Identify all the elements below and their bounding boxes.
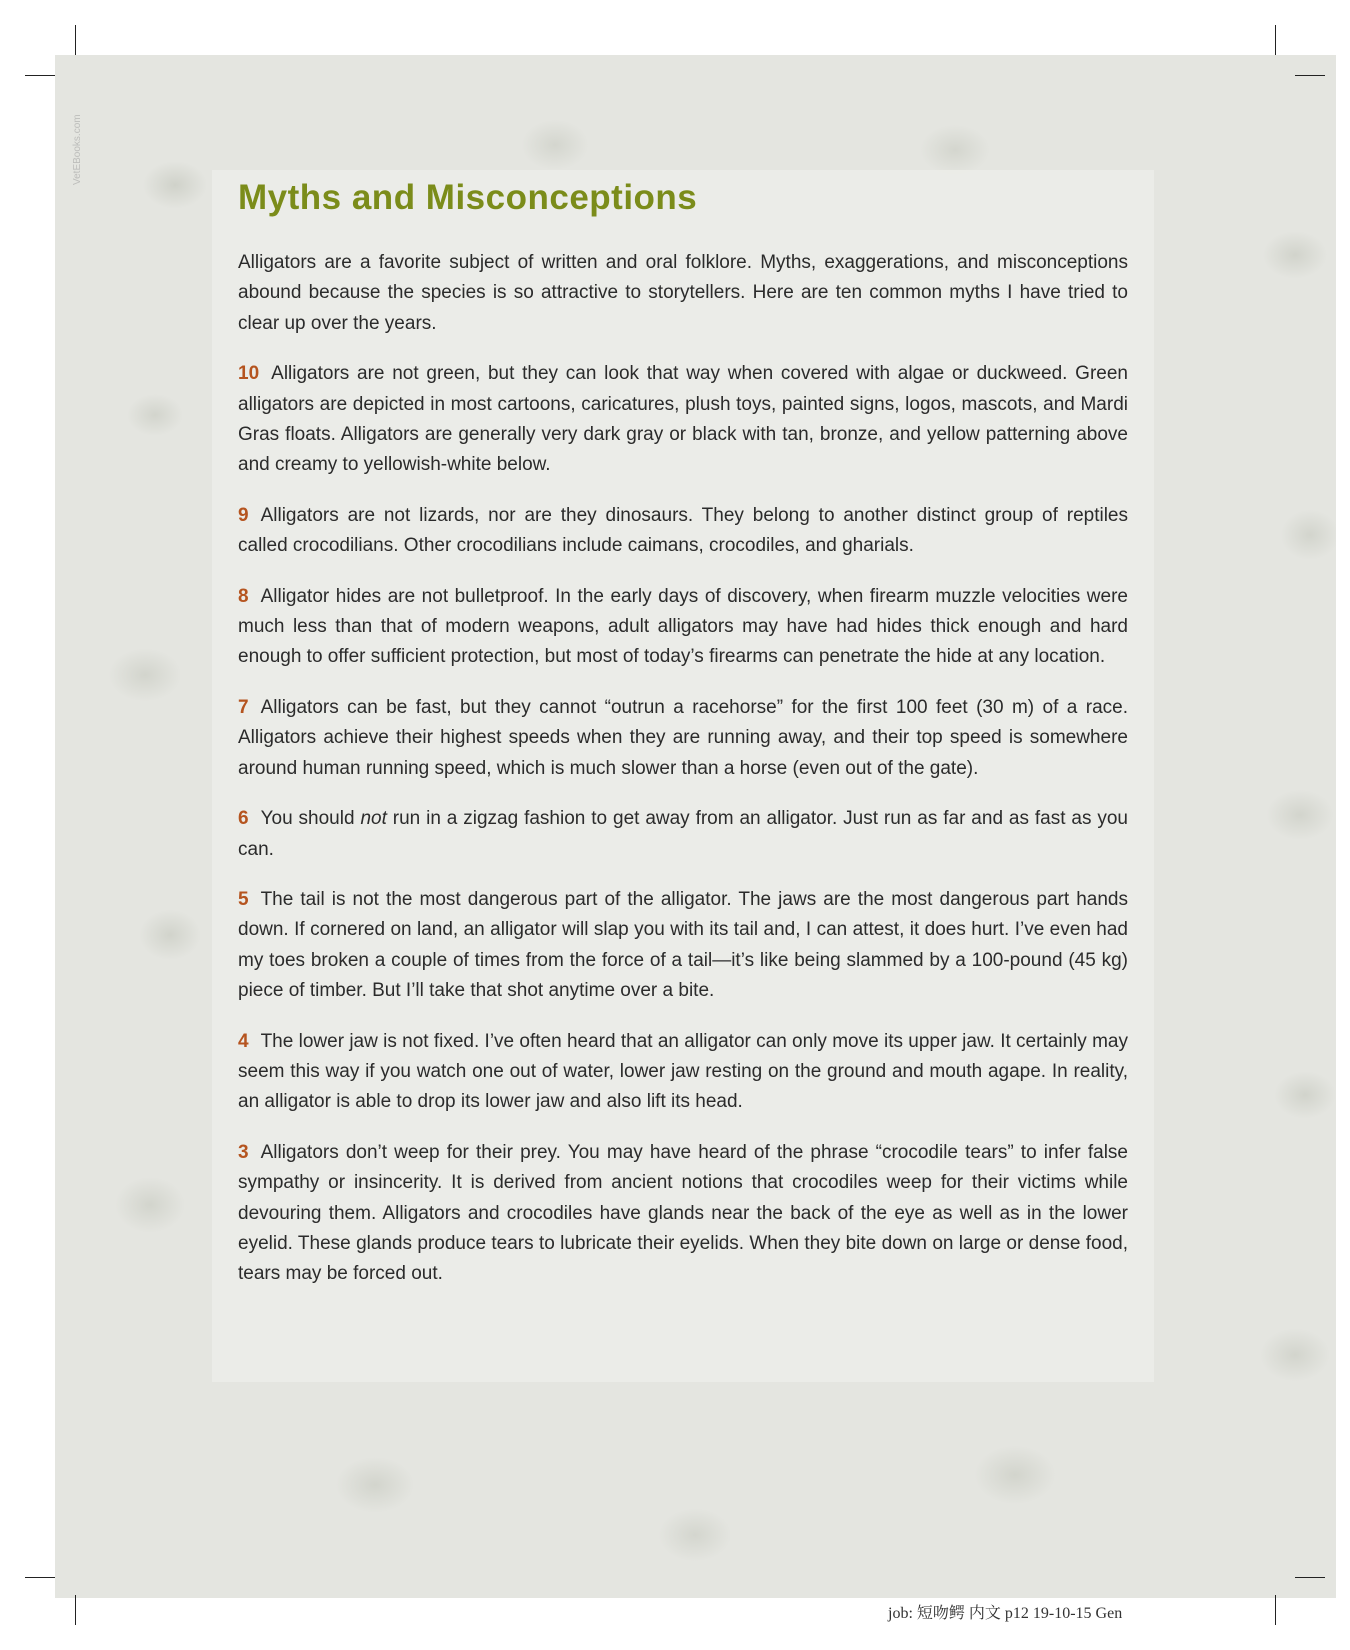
myth-text: Alligators are not green, but they can look that way when covered with algae or duckweed. Green alligators are depicted in most cartoons, caricatures, plush toys, painted signs, logos, mascots, and Mardi Gras floats. Alligators are generally very dark gray or black with tan, bronze, and yellow patterning above and creamy to yellowish-white below. (238, 363, 1128, 476)
myth-number: 8 (238, 585, 249, 607)
myth-text: The tail is not the most dangerous part of the alligator. The jaws are the most dangerous part hands down. If cornered on land, an alligator will slap you with its tail and, I can attest, it does hurt. I’ve even had my toes broken a couple of times from the force of a tail—it’s like being slammed by a 100-pound (45 kg) piece of timber. But I’ll take that shot anytime over a bite. (238, 888, 1128, 1002)
myth-item (238, 359, 1128, 481)
myth-number: 6 (238, 808, 249, 830)
myth-number: 3 (238, 1141, 249, 1163)
myth-number: 4 (238, 1030, 249, 1052)
article (238, 178, 1128, 1310)
myth-text-before: You should (260, 808, 361, 830)
crop-mark-top-right (1275, 25, 1276, 55)
myth-number: 7 (238, 696, 249, 718)
myth-item (238, 501, 1128, 562)
myth-number: 5 (238, 888, 249, 910)
myth-text: Alligators are not lizards, nor are they dinosaurs. They belong to another distinct group of reptiles called crocodilians. Other crocodilians include caimans, crocodiles, and gharials. (238, 504, 1128, 557)
myth-item (238, 804, 1128, 865)
myth-text: Alligators don’t weep for their prey. You may have heard of the phrase “crocodile tears” to infer false sympathy or insincerity. It is derived from ancient notions that crocodiles weep for their victims while devouring them. Alligators and crocodiles have glands near the back of the eye as well as in the lower eyelid. These glands produce tears to lubricate their eyelids. When they bite down on large or dense food, tears may be forced out. (238, 1141, 1128, 1285)
crop-mark-bottom-right-h (1295, 1577, 1325, 1578)
page-title: Myths and Misconceptions (238, 178, 698, 217)
myth-item (238, 693, 1128, 784)
crop-mark-top-left-h (25, 75, 55, 76)
myth-text-emphasis: not (360, 808, 387, 830)
intro-paragraph: Alligators are a favorite subject of written and oral folklore. Myths, exaggerations, and misconceptions abound because the species is so attractive to storytellers. Here are ten common myths I have tried to clear up over the years. (238, 252, 1128, 334)
print-job-slug: job: 短吻鳄 内文 p12 19-10-15 Gen (888, 1605, 1123, 1622)
myth-item (238, 885, 1128, 1007)
watermark-text: VetEBooks.com (72, 114, 83, 185)
myth-text-after: run in a zigzag fashion to get away from an alligator. Just run as far and as fast as you can. (238, 808, 1128, 860)
myth-item (238, 1027, 1128, 1118)
crop-mark-bottom-left (75, 1595, 76, 1625)
myth-number: 10 (238, 363, 260, 385)
myth-number: 9 (238, 504, 249, 526)
myth-text: The lower jaw is not fixed. I’ve often heard that an alligator can only move its upper jaw. It certainly may seem this way if you watch one out of water, lower jaw resting on the ground and mouth agape. In reality, an alligator is able to drop its lower jaw and also lift its head. (238, 1030, 1128, 1113)
myth-item (238, 582, 1128, 673)
myth-text: Alligators can be fast, but they cannot “outrun a racehorse” for the first 100 feet (30 m) of a race. Alligators achieve their highest speeds when they are running away, and their top speed is somewhere around human running speed, which is much slower than a horse (even out of the gate). (238, 696, 1128, 779)
crop-mark-bottom-left-h (25, 1577, 55, 1578)
crop-mark-top-right-h (1295, 75, 1325, 76)
crop-mark-bottom-right (1275, 1595, 1276, 1625)
crop-mark-top-left (75, 25, 76, 55)
myth-item (238, 1138, 1128, 1290)
myth-text: Alligator hides are not bulletproof. In the early days of discovery, when firearm muzzle velocities were much less than that of modern weapons, adult alligators may have had hides thick enough and hard enough to offer sufficient protection, but most of today’s firearms can penetrate the hide at any location. (238, 585, 1128, 668)
